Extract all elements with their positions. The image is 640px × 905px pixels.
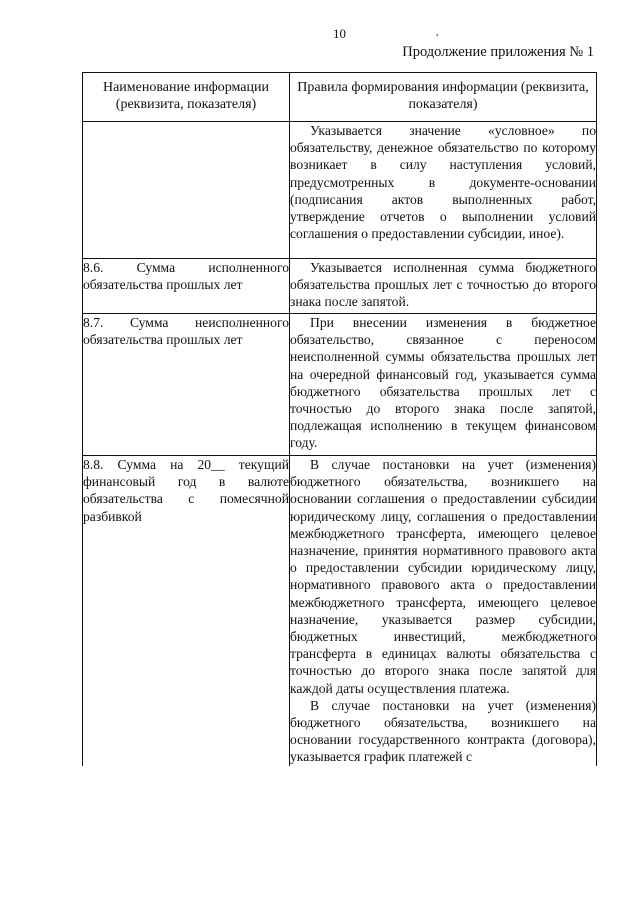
rule-text: При внесении изменения в бюджетное обязательство, связанное с переносом неисполненной суммы обязательства прошлых лет на очередной финансовый год, указывается сумма бюджетного обязательства прошлых лет с точностью до второго знака после запятой, подлежащая исполнению в текущем финансовом году.	[290, 315, 596, 451]
table-header-row	[83, 73, 597, 122]
table-row	[83, 122, 597, 259]
rule-text: В случае постановки на учет (изменения) бюджетного обязательства, возникшего на основании соглашения о предоставлении субсидии юридическому лицу, соглашения о предоставлении межбюджетного трансферта, имеющего целевое назначение, принятия нормативного правового акта о предоставлении субсидии юридическому лицу, нормативного правового акта о предоставлении межбюджетного трансферта, имеющего целевое назначение, указывается размер субсидии, бюджетных инвестиций, межбюджетного трансферта в единицах валюты обязательства с точностью до второго знака после запятой для каждой даты осуществления платежа.	[290, 457, 596, 696]
column-header-name: Наименование информации (реквизита, показателя)	[83, 73, 290, 122]
row-name-cell	[83, 122, 290, 259]
column-header-rule: Правила формирования информации (реквизита, показателя)	[290, 73, 597, 122]
table-row	[83, 456, 597, 766]
table-row	[83, 314, 597, 456]
row-rule-cell	[290, 314, 597, 456]
row-name-cell: 8.8. Сумма на 20__ текущий финансовый год в валюте обязательства с помесячной разбивкой	[83, 456, 290, 766]
rule-text-continued: В случае постановки на учет (изменения) бюджетного обязательства, возникшего на основании государственного контракта (договора), указывается график платежей с	[290, 697, 596, 765]
row-rule-cell	[290, 259, 597, 314]
appendix-continuation-title: Продолжение приложения № 1	[402, 44, 594, 60]
page-number: 10	[333, 26, 346, 41]
scan-mark: ,	[436, 27, 439, 38]
row-rule-cell	[290, 456, 597, 766]
table-row	[83, 259, 597, 314]
rules-table	[82, 72, 597, 766]
row-rule-cell	[290, 122, 597, 259]
row-name-cell: 8.6. Сумма исполненного обязательства прошлых лет	[83, 259, 290, 314]
rule-text: Указывается исполненная сумма бюджетного обязательства прошлых лет с точностью до второго знака после запятой.	[290, 260, 596, 310]
rule-text: Указывается значение «условное» по обязательству, денежное обязательство по которому возникает в силу наступления условий, предусмотренных в документе-основании (подписания актов выполненных работ, утверждение отчетов о выполнении условий соглашения о предоставлении субсидии, иное).	[290, 123, 596, 242]
row-name-cell: 8.7. Сумма неисполненного обязательства прошлых лет	[83, 314, 290, 456]
